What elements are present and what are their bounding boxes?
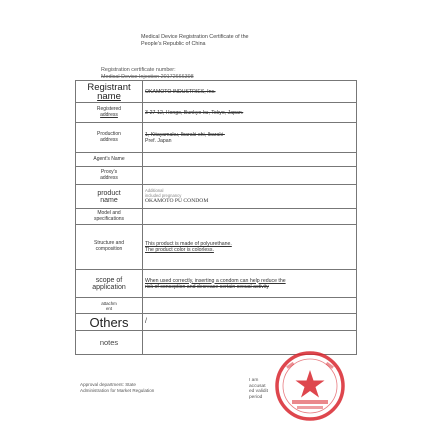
product-label-2: name [100,196,118,204]
value-production-address [143,123,357,153]
row-attachment [76,298,357,314]
validity-line-4: period [249,394,263,400]
production-label-1: Production [97,130,121,137]
label-registered-address [76,103,143,123]
attachment-label-1: attachm [101,300,117,306]
approval-line-2: Administration for Market Regulation [80,387,155,393]
model-label-2: specifications [93,215,124,222]
registration-number-block [101,67,194,80]
scope-value-2: risk of conception and decrease certain sexual activity [145,283,269,290]
proxy-label-2: address [100,174,118,181]
title-line-1: Medical Device Registration Certificate of the [141,34,249,40]
row-model [76,209,357,225]
value-registrant: OKAMOTO INDUSTRIES, Inc. [143,81,357,103]
scope-label-1: scope of [95,276,123,284]
product-note-1: Additional [145,187,164,193]
product-label-1: product [97,189,121,197]
registration-number-label: Registration certificate number: [101,67,176,73]
value-structure [143,225,357,270]
value-scope [143,270,357,298]
registered-label-2: address [100,111,118,118]
value-agent [143,153,357,167]
row-agent [76,153,357,167]
value-others: / [143,314,357,331]
scope-label-2: application [92,283,126,291]
row-registered-address [76,103,357,123]
scope-value-1: When used correctly, inserting a condom can help reduce the [145,277,286,284]
label-agent: Agent's Name [76,153,143,167]
label-proxy [76,167,143,185]
structure-value-2: The product color is colorless. [145,247,214,253]
row-structure [76,225,357,270]
registration-number-value: Medical Device Injection 20172666398 [101,73,194,80]
value-attachment [143,298,357,314]
structure-label-1: Structure and [93,240,125,247]
row-proxy [76,167,357,185]
attachment-label-2: ent [105,305,113,311]
production-value-1: 1, Kitayamaku, Ibaraki-shi, Ibaraki- [145,131,225,138]
document-title [141,34,249,48]
value-model [143,209,357,225]
label-scope [76,270,143,298]
validity-line-2: accusat [249,383,266,389]
structure-value-1: This product is made of polyurethane. [145,241,232,247]
official-seal-icon [274,350,346,422]
approval-line-1: Approval department: State [80,382,136,387]
model-label-1: Model and [97,209,121,216]
label-production-address [76,123,143,153]
row-registrant [76,81,357,103]
row-product [76,185,357,209]
validity-line-1: I am [249,378,259,383]
production-label-2: address [100,136,118,143]
value-proxy [143,167,357,185]
certificate-table [75,80,357,355]
label-others: Others [76,314,143,331]
row-production-address [76,123,357,153]
product-note-2: included pregnancy [145,192,182,198]
registrant-label-1: Registrant [87,81,131,93]
registrant-label-2: name [97,90,121,102]
label-registrant [76,81,143,103]
proxy-label-1: Proxy's [100,168,118,175]
validity-note [249,378,268,400]
value-registered-address: 3-27-12, Hongo, Bunkyo-ku, Tokyo, Japan. [143,103,357,123]
approval-department [80,382,154,393]
structure-label-2: composition [95,246,123,252]
validity-line-3: ed validit [249,389,268,394]
label-attachment [76,298,143,314]
production-value-2: Pref. Japan [145,137,172,144]
label-structure [76,225,143,270]
label-model [76,209,143,225]
row-scope [76,270,357,298]
row-others [76,314,357,331]
title-line-2: People's Republic of China [141,41,206,47]
value-product [143,185,357,209]
label-notes: notes [76,331,143,355]
label-product [76,185,143,209]
registered-label-1: Registered [96,105,122,112]
product-name-value: OKAMOTO PU CONDOM [145,198,209,205]
